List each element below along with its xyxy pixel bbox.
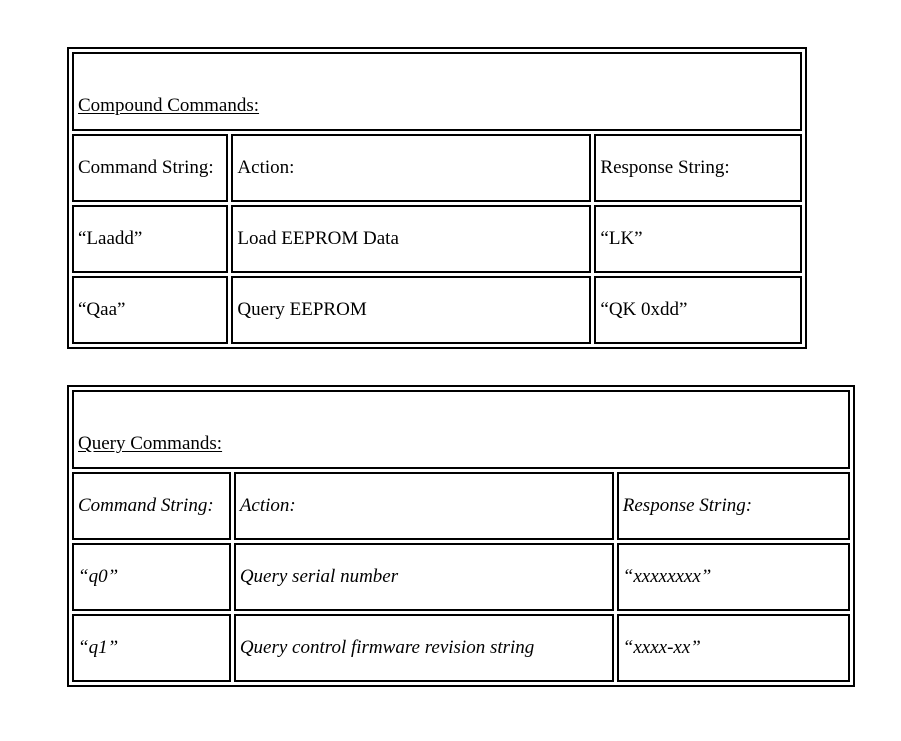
table-row — [72, 205, 802, 273]
action-cell: Query serial number — [234, 543, 614, 611]
header-action: Action: — [231, 134, 591, 202]
header-action: Action: — [234, 472, 614, 540]
header-command-string: Command String: — [72, 472, 231, 540]
compound-commands-table — [67, 47, 807, 349]
response-string-cell: “xxxxxxxx” — [617, 543, 850, 611]
header-command-string: Command String: — [72, 134, 228, 202]
command-string-cell: “q1” — [72, 614, 231, 682]
query-commands-table — [67, 385, 855, 687]
command-string-cell: “Laadd” — [72, 205, 228, 273]
command-string-cell: “q0” — [72, 543, 231, 611]
command-string-cell: “Qaa” — [72, 276, 228, 344]
table-row — [72, 276, 802, 344]
action-cell: Load EEPROM Data — [231, 205, 591, 273]
query-commands-title: Query Commands: — [78, 433, 223, 454]
action-cell: Query EEPROM — [231, 276, 591, 344]
table-row — [72, 614, 850, 682]
response-string-cell: “LK” — [594, 205, 802, 273]
table-header-row — [72, 134, 802, 202]
response-string-cell: “QK 0xdd” — [594, 276, 802, 344]
table-header-row — [72, 472, 850, 540]
response-string-cell: “xxxx-xx” — [617, 614, 850, 682]
query-commands-title-cell — [72, 390, 850, 469]
header-response-string: Response String: — [617, 472, 850, 540]
compound-commands-title-cell — [72, 52, 802, 131]
compound-commands-title: Compound Commands: — [78, 95, 260, 116]
action-cell: Query control firmware revision string — [234, 614, 614, 682]
table-row — [72, 543, 850, 611]
header-response-string: Response String: — [594, 134, 802, 202]
